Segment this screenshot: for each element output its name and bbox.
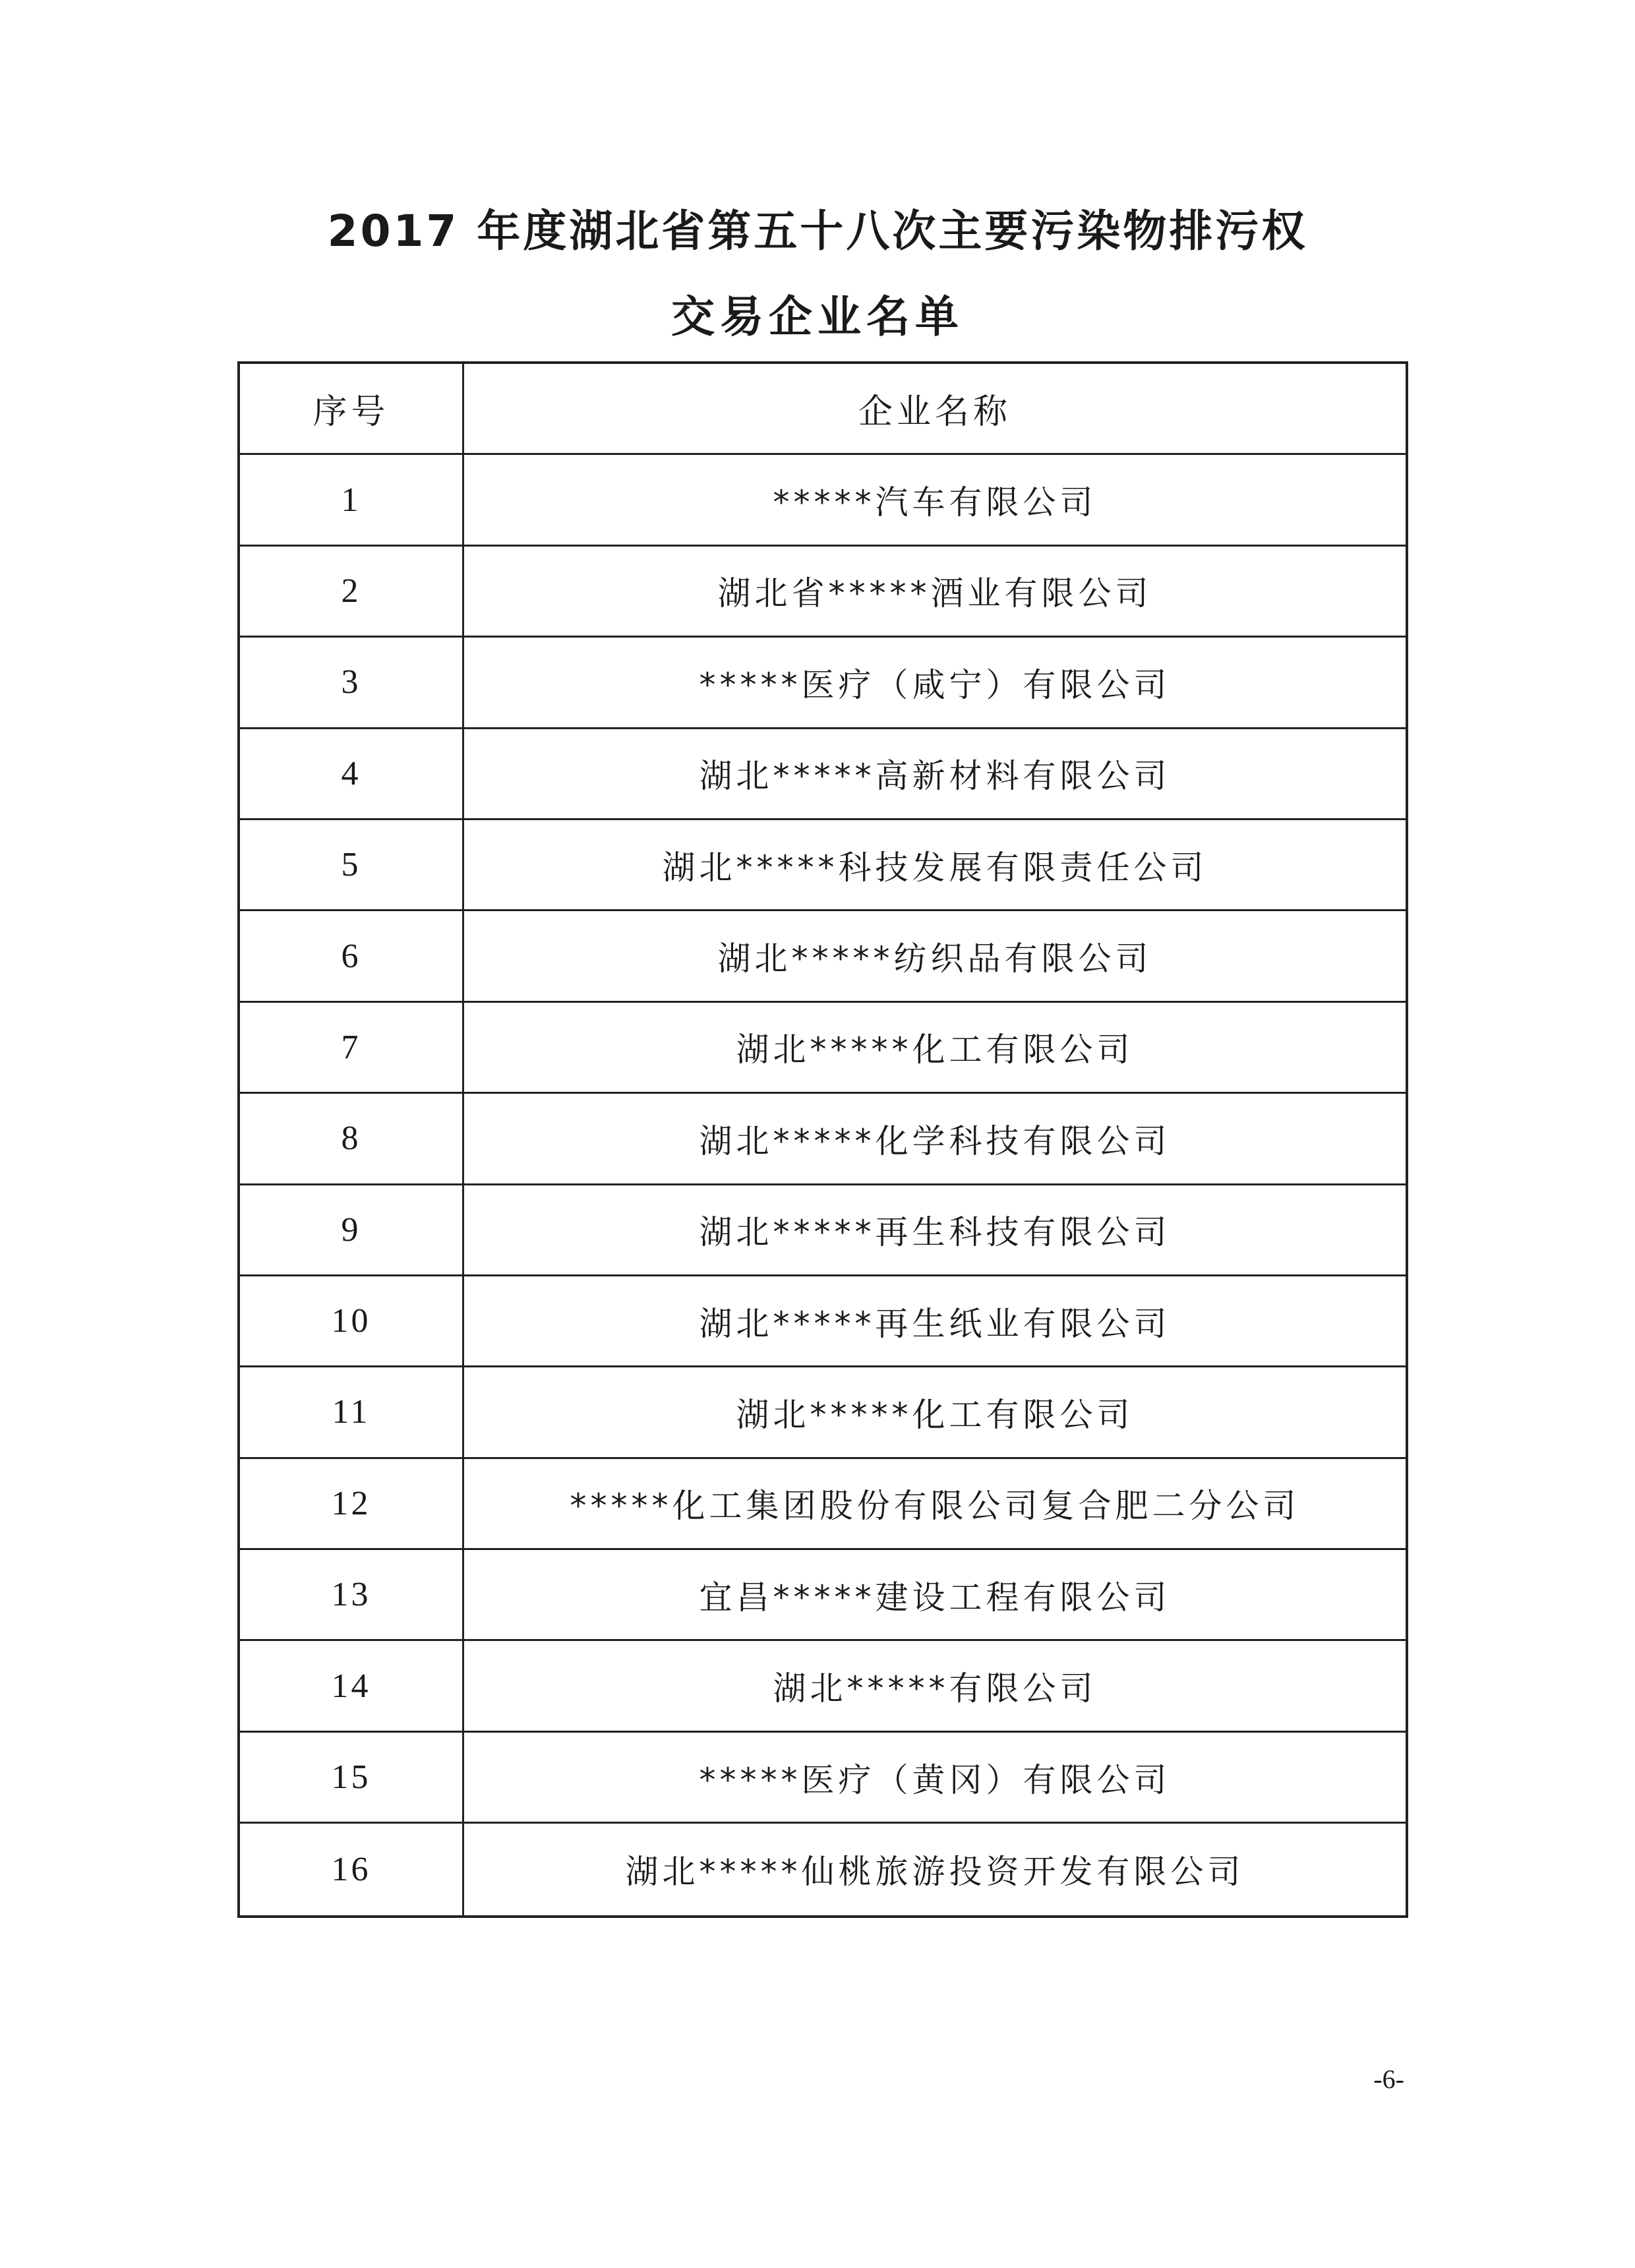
row-enterprise-name: *****化工集团股份有限公司复合肥二分公司 — [570, 1487, 1300, 1526]
row-serial-number: 11 — [240, 1367, 464, 1456]
row-serial-number: 16 — [240, 1824, 464, 1915]
row-enterprise-name: *****汽车有限公司 — [773, 483, 1097, 522]
row-enterprise-name: 湖北*****纺织品有限公司 — [717, 940, 1152, 978]
row-serial-number: 14 — [240, 1641, 464, 1730]
row-enterprise-name: 湖北*****有限公司 — [773, 1669, 1097, 1708]
table-row — [240, 1276, 1406, 1367]
table-row — [240, 1641, 1406, 1732]
row-serial-number: 5 — [240, 820, 464, 909]
table-row — [240, 729, 1406, 820]
row-enterprise-name: *****医疗（黄冈）有限公司 — [699, 1760, 1171, 1799]
row-enterprise-name: 湖北*****高新材料有限公司 — [699, 757, 1171, 796]
table-row — [240, 1824, 1406, 1915]
row-serial-number: 4 — [240, 729, 464, 818]
row-enterprise-name: 湖北*****仙桃旅游投资开发有限公司 — [625, 1853, 1245, 1892]
header-enterprise-name: 企业名称 — [858, 392, 1011, 433]
row-serial-number: 3 — [240, 638, 464, 727]
row-serial-number: 8 — [240, 1094, 464, 1183]
row-serial-number: 13 — [240, 1550, 464, 1639]
table-row — [240, 911, 1406, 1002]
row-enterprise-name: 湖北*****再生纸业有限公司 — [699, 1304, 1171, 1343]
document-title-line-2: 交易企业名单 — [671, 291, 964, 342]
table-row — [240, 1367, 1406, 1458]
table-row — [240, 1550, 1406, 1641]
row-serial-number: 15 — [240, 1733, 464, 1822]
table-row — [240, 820, 1406, 911]
table-row — [240, 1094, 1406, 1185]
table-row — [240, 638, 1406, 729]
row-enterprise-name: 宜昌*****建设工程有限公司 — [699, 1578, 1171, 1617]
row-serial-number: 9 — [240, 1185, 464, 1274]
row-enterprise-name: 湖北*****化工有限公司 — [736, 1030, 1134, 1069]
row-serial-number: 2 — [240, 547, 464, 636]
row-serial-number: 7 — [240, 1003, 464, 1092]
page-number: -6- — [1373, 2064, 1404, 2094]
table-row — [240, 1459, 1406, 1550]
row-serial-number: 10 — [240, 1276, 464, 1365]
table-row — [240, 1733, 1406, 1824]
document-title-line-1: 2017 年度湖北省第五十八次主要污染物排污权 — [327, 206, 1308, 256]
table-header-row — [240, 364, 1406, 455]
row-serial-number: 6 — [240, 911, 464, 1000]
row-enterprise-name: 湖北*****化学科技有限公司 — [699, 1121, 1171, 1160]
row-enterprise-name: *****医疗（咸宁）有限公司 — [699, 665, 1171, 704]
table-row — [240, 1003, 1406, 1094]
table-row — [240, 547, 1406, 638]
row-enterprise-name: 湖北*****化工有限公司 — [736, 1395, 1134, 1434]
enterprise-table — [237, 361, 1408, 1918]
row-enterprise-name: 湖北*****科技发展有限责任公司 — [662, 848, 1208, 887]
table-row — [240, 455, 1406, 546]
row-serial-number: 12 — [240, 1459, 464, 1548]
row-enterprise-name: 湖北省*****酒业有限公司 — [717, 574, 1152, 613]
row-enterprise-name: 湖北*****再生科技有限公司 — [699, 1213, 1171, 1252]
header-serial-number: 序号 — [240, 364, 464, 453]
row-serial-number: 1 — [240, 455, 464, 544]
table-row — [240, 1185, 1406, 1276]
